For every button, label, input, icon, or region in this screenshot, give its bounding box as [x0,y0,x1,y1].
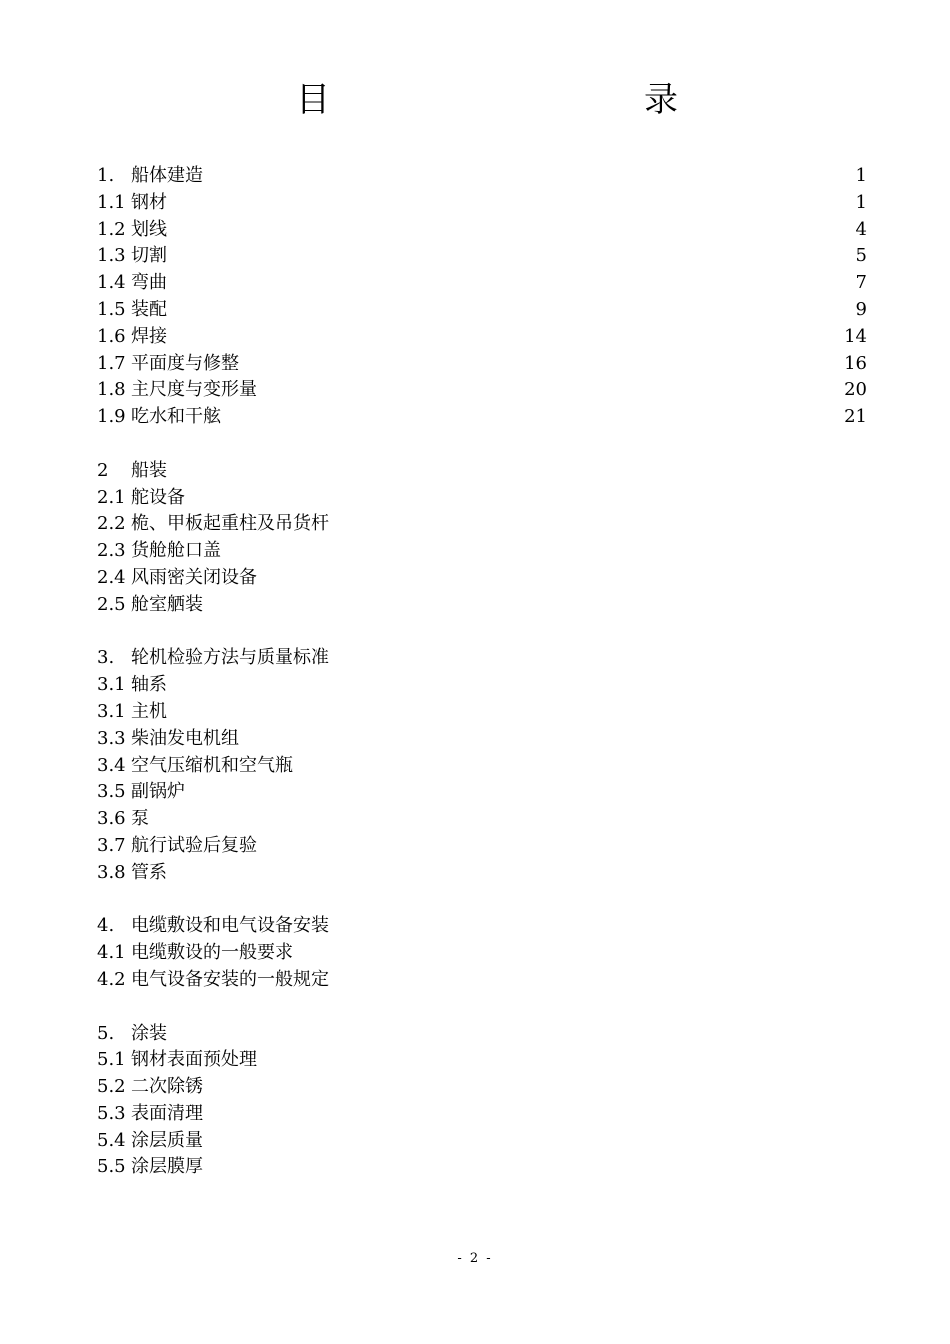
toc-entry-text [97,1074,203,1101]
toc-entry-number: 1.6 [97,325,126,347]
toc-entry-number: 4.2 [97,968,126,990]
toc-entry-text [97,538,221,565]
toc-entry[interactable] [97,833,867,860]
toc-entry-number: 4.1 [97,942,126,964]
toc-entry-text [97,1021,167,1048]
toc-entry-number: 1.1 [97,191,126,213]
toc-entry-text [97,1047,257,1074]
toc-entry[interactable] [97,726,867,753]
toc-entry-number: 1.5 [97,298,126,320]
toc-entry-number: 3.4 [97,754,126,776]
toc-entry[interactable] [97,779,867,806]
toc-entry-label: 焊接 [131,325,167,347]
toc-entry[interactable] [97,1074,867,1101]
toc-entry-number: 1.3 [97,245,126,267]
toc-entry[interactable] [97,913,867,940]
toc-entry-number: 1.9 [97,406,126,428]
section-gap [97,994,867,1021]
toc-entry-text [97,511,329,538]
toc-entry[interactable] [97,190,867,217]
toc-entry-label: 船体建造 [131,165,203,186]
toc-entry-label: 空气压缩机和空气瓶 [131,754,293,776]
toc-entry-text [97,860,167,887]
toc-entry[interactable] [97,753,867,780]
toc-entry-label: 二次除锈 [131,1076,203,1098]
toc-entry-label: 弯曲 [131,272,167,294]
toc-entry[interactable] [97,940,867,967]
toc-entry[interactable] [97,592,867,619]
toc-entry-text [97,243,167,270]
toc-entry-text [97,806,149,833]
toc-entry-label: 航行试验后复验 [131,834,257,856]
toc-entry[interactable] [97,270,867,297]
toc-entry-text [97,967,329,994]
toc-entry-text [97,913,329,940]
toc-entry-label: 舱室舾装 [131,593,203,615]
toc-entry-number: 3. [97,647,115,669]
toc-entry-label: 电缆敷设的一般要求 [131,942,293,964]
toc-entry-label: 货舱舱口盖 [131,540,221,562]
toc-entry-text [97,351,239,378]
toc-entry-number: 4. [97,915,115,937]
toc-entry[interactable] [97,351,867,378]
toc-entry-number: 2 [97,459,109,481]
toc-entry-label: 钢材 [131,191,167,213]
toc-entry-label: 主机 [131,700,167,722]
toc-entry-page: 9 [855,298,867,320]
toc-entry[interactable] [97,1021,867,1048]
toc-entry-label: 柴油发电机组 [131,727,239,749]
toc-entry-text [97,565,257,592]
toc-entry-label: 吃水和干舷 [131,406,221,428]
toc-entry[interactable] [97,324,867,351]
toc-entry-text [97,1154,203,1181]
toc-entry-label: 轮机检验方法与质量标准 [131,647,329,669]
toc-entry-text [97,458,167,485]
toc-entry-text [97,833,257,860]
toc-entry-number: 2.4 [97,566,126,588]
section-gap [97,431,867,458]
toc-entry-page: 1 [855,165,867,186]
toc-entry-text [97,753,293,780]
toc-entry-number: 1.2 [97,218,126,240]
toc-entry-label: 管系 [131,861,167,883]
toc-entry-page: 5 [855,245,867,267]
toc-entry-text [97,485,185,512]
toc-entry-label: 船装 [131,459,167,481]
toc-entry-label: 电缆敷设和电气设备安装 [131,915,329,937]
toc-entry-number: 2.5 [97,593,126,615]
toc-entry-number: 5. [97,1022,115,1044]
toc-entry-number: 1.8 [97,379,126,401]
section-gap [97,887,867,914]
toc-entry-number: 3.7 [97,834,126,856]
toc-entry-label: 主尺度与变形量 [131,379,257,401]
toc-entry-text [97,377,257,404]
toc-entry-text [97,270,167,297]
toc-entry-number: 3.6 [97,808,126,830]
toc-entry-number: 3.3 [97,727,126,749]
toc-title-char-left: 目 [296,80,330,120]
toc-entry-number: 3.8 [97,861,126,883]
toc-entry[interactable] [97,806,867,833]
toc-entry[interactable] [97,485,867,512]
toc-entry[interactable] [97,1154,867,1181]
toc-entry-page: 4 [855,218,867,240]
toc-entry-text [97,324,167,351]
toc-entry-text [97,672,167,699]
toc-entry[interactable] [97,1128,867,1155]
toc-entry[interactable] [97,538,867,565]
toc-entry[interactable] [97,967,867,994]
toc-entry-number: 2.1 [97,486,126,508]
toc-entry-label: 涂层膜厚 [131,1156,203,1178]
toc-entry[interactable] [97,860,867,887]
toc-entry-page: 16 [844,352,867,374]
toc-entry-page: 1 [855,191,867,213]
toc-entry-label: 钢材表面预处理 [131,1049,257,1071]
toc-entry-label: 舵设备 [131,486,185,508]
page-number-footer: - 2 - [457,1251,493,1266]
toc-entry-label: 副锅炉 [131,781,185,803]
toc-entry[interactable] [97,404,867,431]
toc-entry-text [97,163,203,190]
toc-entry-label: 装配 [131,298,167,320]
toc-entry-label: 切割 [131,245,167,267]
toc-entry-number: 3.1 [97,674,126,696]
toc-entry[interactable] [97,163,867,190]
table-of-contents [97,163,867,1181]
toc-entry-text [97,779,185,806]
toc-entry-text [97,404,221,431]
toc-entry-label: 桅、甲板起重柱及吊货杆 [131,513,329,535]
toc-entry[interactable] [97,1047,867,1074]
toc-entry-text [97,940,293,967]
toc-entry-page: 14 [844,325,867,347]
toc-entry-number: 5.5 [97,1156,126,1178]
toc-entry[interactable] [97,511,867,538]
toc-entry[interactable] [97,458,867,485]
toc-entry-text [97,1128,203,1155]
toc-entry[interactable] [97,297,867,324]
toc-entry[interactable] [97,243,867,270]
toc-entry-text [97,592,203,619]
toc-entry-label: 划线 [131,218,167,240]
toc-entry[interactable] [97,217,867,244]
toc-entry-number: 2.2 [97,513,126,535]
toc-title [0,78,950,126]
toc-entry[interactable] [97,565,867,592]
toc-entry-number: 3.1 [97,700,126,722]
toc-entry[interactable] [97,672,867,699]
toc-entry-text [97,297,167,324]
toc-entry-number: 1.4 [97,272,126,294]
toc-entry-page: 21 [844,406,867,428]
toc-entry-number: 1.7 [97,352,126,374]
toc-entry-label: 平面度与修整 [131,352,239,374]
toc-entry-text [97,217,167,244]
toc-entry-label: 泵 [131,808,149,830]
toc-entry-text [97,726,239,753]
toc-entry-number: 5.4 [97,1129,126,1151]
toc-entry-number: 5.2 [97,1076,126,1098]
toc-entry-text [97,190,167,217]
toc-entry-number: 5.1 [97,1049,126,1071]
toc-entry[interactable] [97,377,867,404]
toc-entry-label: 风雨密关闭设备 [131,566,257,588]
toc-entry-label: 表面清理 [131,1102,203,1124]
toc-title-char-right: 录 [644,80,678,120]
section-gap [97,619,867,646]
toc-entry-text [97,1101,203,1128]
toc-entry-number: 5.3 [97,1102,126,1124]
toc-entry-page: 7 [855,272,867,294]
toc-entry-page: 20 [844,379,867,401]
toc-entry-label: 涂装 [131,1022,167,1044]
toc-entry[interactable] [97,1101,867,1128]
toc-entry[interactable] [97,645,867,672]
toc-entry-number: 1. [97,165,115,186]
toc-entry-text [97,645,329,672]
toc-entry-text [97,699,167,726]
toc-entry-label: 轴系 [131,674,167,696]
toc-entry-number: 2.3 [97,540,126,562]
toc-entry[interactable] [97,699,867,726]
toc-entry-label: 电气设备安装的一般规定 [131,968,329,990]
toc-entry-label: 涂层质量 [131,1129,203,1151]
toc-entry-number: 3.5 [97,781,126,803]
